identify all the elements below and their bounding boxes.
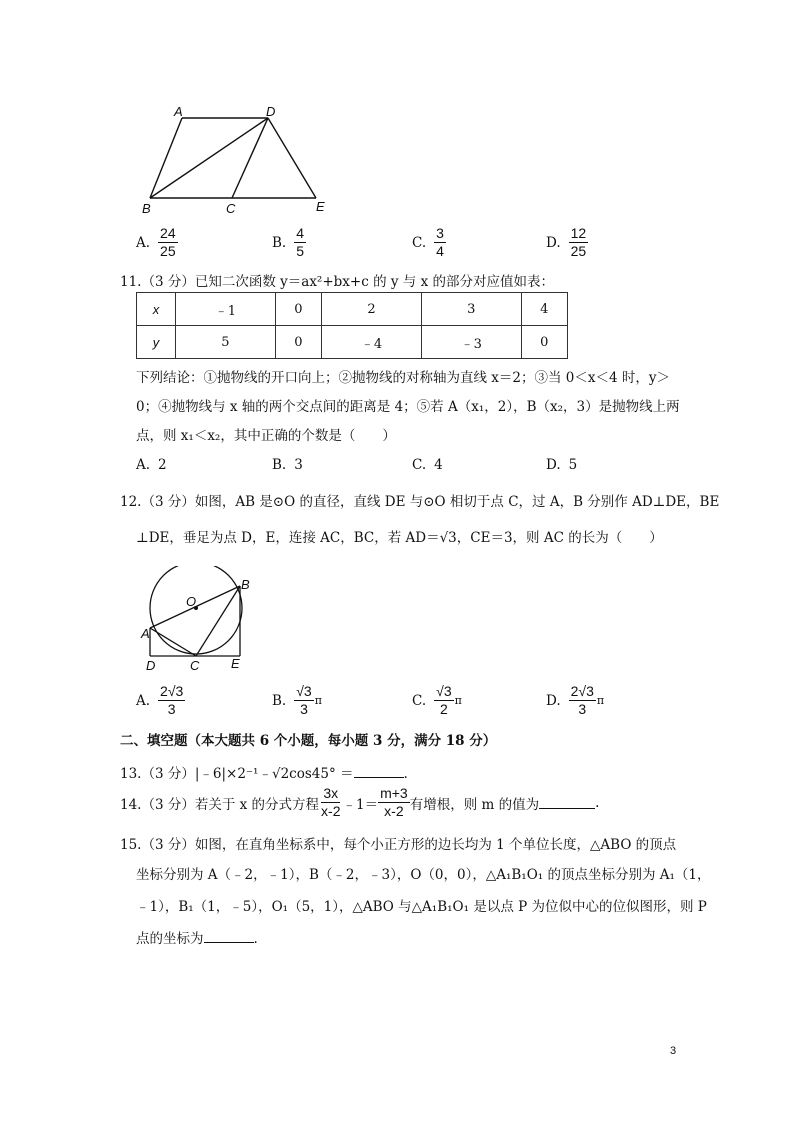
point-label-b: B: [241, 577, 250, 592]
q11-option-b[interactable]: [272, 457, 303, 473]
fraction: $\frac{4}{5}$: [296, 225, 305, 259]
table-row: [137, 293, 568, 326]
q15-text-line-1: 15.（3 分）如图，在直角坐标系中，每个小正方形的边长均为 1 个单位长度，△ABO 的顶点: [120, 837, 677, 853]
point-label-a: A: [141, 626, 150, 641]
page-number: 3: [670, 1045, 677, 1057]
fraction: $\frac{2√3}{3}$: [160, 683, 184, 717]
answer-blank[interactable]: [354, 765, 404, 778]
fraction: $\frac{√3}{2}$: [436, 683, 452, 717]
point-label-e: E: [316, 199, 325, 214]
option-text: 5: [568, 457, 578, 473]
q13-text: 13.（3 分）|﹣6|×2⁻¹﹣√2cos45° ＝: [120, 766, 354, 782]
option-letter: A.: [136, 692, 151, 709]
pi-suffix: π: [596, 694, 605, 707]
option-text: 2: [158, 457, 167, 473]
table-cell: ﹣3: [421, 326, 521, 359]
answer-blank[interactable]: [204, 930, 254, 943]
table-header-y: y: [137, 326, 176, 359]
point-label-b: B: [142, 201, 151, 216]
q12-text-line-2: ⊥DE，垂足为点 D，E，连接 AC，BC，若 AD＝√3，CE＝3，则 AC 的长为（ ）: [136, 530, 663, 546]
option-letter: D.: [546, 234, 561, 251]
point-label-d: D: [146, 658, 156, 673]
point-label-e: E: [231, 656, 240, 671]
point-label-c: C: [190, 658, 200, 673]
q14-text-pre: 14.（3 分）若关于 x 的分式方程: [120, 796, 320, 813]
q11-value-table: [136, 292, 568, 359]
answer-blank[interactable]: [539, 796, 595, 809]
q14-end: .: [595, 794, 600, 811]
option-letter: D.: [546, 692, 561, 709]
table-cell: ﹣4: [322, 326, 422, 359]
option-letter: C.: [412, 234, 427, 251]
option-letter: A.: [136, 457, 151, 473]
q12-option-d[interactable]: [546, 684, 604, 717]
q11-stem: 11.（3 分）已知二次函数 y＝ax²+bx+c 的 y 与 x 的部分对应值如表：: [120, 274, 554, 290]
q14-text-mid: ﹣1＝: [342, 796, 379, 813]
table-cell: ﹣1: [176, 293, 276, 326]
option-text: 4: [434, 457, 443, 473]
q15-text-line-4: [136, 927, 258, 947]
fraction: $\frac{2√3}{3}$: [570, 683, 594, 717]
q15-text-line-2: 坐标分别为 A（﹣2，﹣1），B（﹣2，﹣3），O（0，0），△A₁B₁O₁ 的顶点坐标分别为 A₁（1，: [136, 867, 711, 883]
q13-end: .: [403, 766, 408, 782]
option-letter: A.: [136, 234, 151, 251]
q15-end: .: [253, 931, 258, 947]
q10-option-b[interactable]: [272, 226, 306, 259]
option-letter: C.: [412, 457, 427, 473]
point-label-o: O: [186, 594, 197, 609]
q11-option-c[interactable]: [412, 457, 443, 473]
q14-question: [120, 786, 599, 819]
fraction: $\frac{√3}{3}$: [296, 683, 312, 717]
point-label-a: A: [174, 104, 183, 119]
q15-text: 点的坐标为: [136, 931, 204, 947]
q11-text-line-1: 下列结论：①抛物线的开口向上；②抛物线的对称轴为直线 x＝2；③当 0＜x＜4 时，y＞: [136, 370, 670, 386]
q11-option-a[interactable]: [136, 457, 167, 473]
option-text: 3: [294, 457, 303, 473]
table-cell: 0: [521, 326, 567, 359]
option-letter: B.: [272, 234, 287, 251]
table-cell: 2: [322, 293, 422, 326]
q10-option-a[interactable]: [136, 226, 178, 259]
option-letter: B.: [272, 457, 287, 473]
table-cell: 5: [176, 326, 276, 359]
q12-option-b[interactable]: [272, 684, 322, 717]
option-letter: D.: [546, 457, 561, 473]
fraction: $\frac{24}{25}$: [160, 225, 176, 259]
table-cell: 0: [275, 293, 321, 326]
q10-option-c[interactable]: [412, 226, 446, 259]
q11-text-line-3: 点，则 x₁＜x₂，其中正确的个数是（ ）: [136, 428, 396, 444]
fraction: $\frac{12}{25}$: [570, 225, 587, 259]
q15-text-line-3: ﹣1），B₁（1，﹣5），O₁（5，1），△ABO 与△A₁B₁O₁ 是以点 P 为位似中心的位似图形，则 P: [136, 899, 707, 915]
q13-question: [120, 762, 408, 782]
table-header-x: x: [137, 293, 176, 326]
q10-option-d[interactable]: [546, 226, 588, 259]
option-letter: C.: [412, 692, 427, 709]
point-label-d: D: [266, 104, 276, 119]
trapezoid-figure: [138, 102, 338, 220]
option-letter: B.: [272, 692, 287, 709]
pi-suffix: π: [314, 694, 322, 707]
fraction: $\frac{3x}{x-2}$: [321, 785, 341, 819]
table-cell: 3: [421, 293, 521, 326]
q14-text-post: 有增根，则 m 的值为: [409, 796, 540, 813]
q12-option-a[interactable]: [136, 684, 185, 717]
point-label-c: C: [226, 201, 236, 216]
table-cell: 4: [521, 293, 567, 326]
section-heading: 二、填空题（本大题共 6 个小题，每小题 3 分，满分 18 分）: [120, 733, 497, 749]
pi-suffix: π: [454, 694, 462, 707]
table-cell: 0: [275, 326, 321, 359]
fraction: $\frac{m+3}{x-2}$: [380, 785, 408, 819]
table-row: [137, 326, 568, 359]
q11-text-line-2: 0；④抛物线与 x 轴的两个交点间的距离是 4；⑤若 A（x₁，2），B（x₂，3）是抛物线上两: [136, 399, 680, 415]
q12-text-line-1: 12.（3 分）如图，AB 是⊙O 的直径，直线 DE 与⊙O 相切于点 C，过 A，B 分别作 AD⊥DE，BE: [120, 494, 720, 510]
fraction: $\frac{3}{4}$: [436, 225, 444, 259]
q11-option-d[interactable]: [546, 457, 577, 473]
q12-option-c[interactable]: [412, 684, 462, 717]
